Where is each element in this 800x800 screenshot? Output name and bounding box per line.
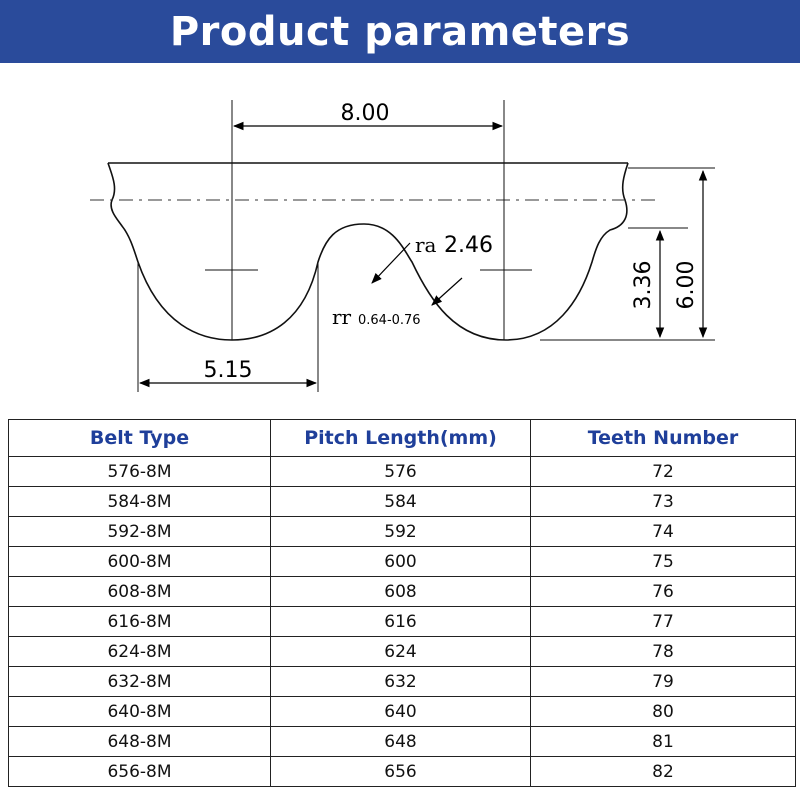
table-row — [9, 577, 796, 607]
table-row — [9, 667, 796, 697]
belt-spec-table — [8, 419, 796, 787]
cell-belt-type: 576-8M — [9, 457, 271, 487]
cell-belt-type: 584-8M — [9, 487, 271, 517]
cell-belt-type: 632-8M — [9, 667, 271, 697]
table-row — [9, 757, 796, 787]
cell-belt-type: 624-8M — [9, 637, 271, 667]
cell-pitch-length: 632 — [271, 667, 531, 697]
cell-pitch-length: 608 — [271, 577, 531, 607]
cell-teeth-number: 80 — [531, 697, 796, 727]
rr-leader — [432, 278, 462, 305]
table-row — [9, 697, 796, 727]
ra-value: 2.46 — [444, 233, 493, 258]
total-height-label: 6.00 — [674, 260, 699, 310]
cell-teeth-number: 76 — [531, 577, 796, 607]
cell-teeth-number: 73 — [531, 487, 796, 517]
cell-teeth-number: 72 — [531, 457, 796, 487]
table-row — [9, 607, 796, 637]
table-row — [9, 487, 796, 517]
header-teeth-number: Teeth Number — [531, 420, 796, 457]
cell-belt-type: 608-8M — [9, 577, 271, 607]
cell-belt-type: 592-8M — [9, 517, 271, 547]
cell-pitch-length: 640 — [271, 697, 531, 727]
page-title: Product parameters — [0, 0, 800, 63]
table-row — [9, 517, 796, 547]
ra-symbol: ra — [415, 233, 437, 257]
cell-pitch-length: 592 — [271, 517, 531, 547]
cell-belt-type: 648-8M — [9, 727, 271, 757]
table-row — [9, 457, 796, 487]
cell-pitch-length: 584 — [271, 487, 531, 517]
cell-pitch-length: 648 — [271, 727, 531, 757]
tooth-width-label: 5.15 — [203, 358, 253, 383]
cell-pitch-length: 600 — [271, 547, 531, 577]
cell-teeth-number: 75 — [531, 547, 796, 577]
cell-belt-type: 640-8M — [9, 697, 271, 727]
cell-pitch-length: 624 — [271, 637, 531, 667]
table-row — [9, 547, 796, 577]
table-header-row — [9, 420, 796, 457]
table-row — [9, 637, 796, 667]
cell-teeth-number: 81 — [531, 727, 796, 757]
table-row — [9, 727, 796, 757]
ra-leader — [372, 243, 410, 283]
cell-teeth-number: 79 — [531, 667, 796, 697]
cell-pitch-length: 656 — [271, 757, 531, 787]
cell-belt-type: 656-8M — [9, 757, 271, 787]
cell-teeth-number: 77 — [531, 607, 796, 637]
header-pitch-length: Pitch Length(mm) — [271, 420, 531, 457]
tooth-height-label: 3.36 — [631, 260, 656, 310]
rr-value: 0.64-0.76 — [358, 313, 421, 328]
cell-teeth-number: 78 — [531, 637, 796, 667]
cell-belt-type: 600-8M — [9, 547, 271, 577]
cell-belt-type: 616-8M — [9, 607, 271, 637]
pitch-label: 8.00 — [340, 101, 390, 126]
belt-profile-diagram — [0, 63, 800, 413]
cell-teeth-number: 82 — [531, 757, 796, 787]
cell-teeth-number: 74 — [531, 517, 796, 547]
rr-symbol: rr — [332, 305, 352, 329]
cell-pitch-length: 576 — [271, 457, 531, 487]
header-belt-type: Belt Type — [9, 420, 271, 457]
cell-pitch-length: 616 — [271, 607, 531, 637]
